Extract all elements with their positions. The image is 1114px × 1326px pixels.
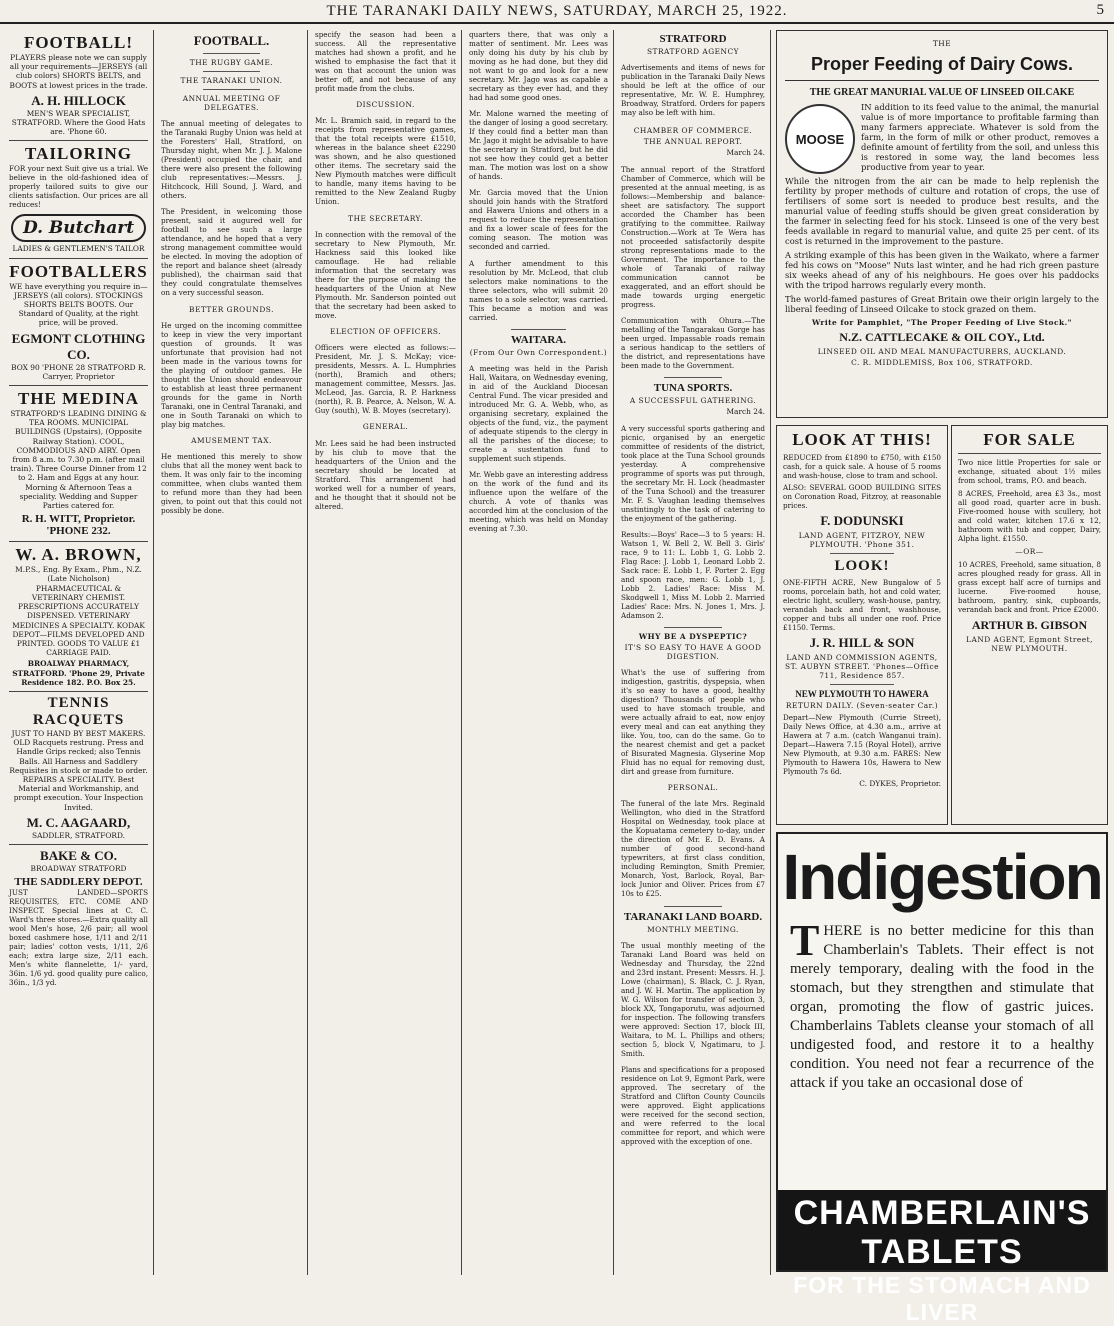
c3-hd1: DISCUSSION. — [356, 100, 415, 110]
ad-medina-witt: R. H. WITT, Proprietor. 'PHONE 232. — [21, 513, 136, 538]
cattle-company: N.Z. CATTLECAKE & OIL COY., Ltd. — [839, 330, 1045, 344]
chamberlain-brand-sub: FOR THE STOMACH AND LIVER — [793, 1272, 1091, 1325]
c3-p5: Mr. Lees said he had been instructed by his club to move that the headquarters of the Union and the secretary should be located at Stratford. This arrangement had worked well for a number of years, and he thought that it should not be altered. — [315, 438, 456, 511]
c4-p4: A further amendment to this resolution by Mr. McLeod, that club selectors make nominations to the three selectors, who will submit 20 names to a sole selector, was carried. This became a motion and was carried. — [469, 258, 608, 322]
c3-p1: specify the season had been a success. All the representative matches had shown a profit, and he wished to emphasise the fact that it was on that account the union was better off, and not because of any profit made from the clubs. — [315, 30, 456, 93]
look-agent: F. DODUNSKI — [820, 513, 904, 528]
column-ads-left — [4, 30, 154, 1275]
sale-p3: 10 ACRES, Freehold, same situation, 8 acres ploughed ready for grass. All in grass except half acre of turnips and lucerne. Five-roomed house, bathroom, pantry, sink, cupboards, verandah back and front. Price £2000. — [958, 560, 1101, 614]
c3-hd2: THE SECRETARY. — [348, 213, 423, 223]
landboard-sub: MONTHLY MEETING. — [647, 924, 739, 934]
waitara-p: A meeting was held in the Parish Hall, Waitara, on Wednesday evening, in aid of the Auckland Diocesan Central Fund. The vicar presided and introduced Mr. G. A. Webb, who, as organising secretary, explained the objects of the fund, viz., the payment of adequate stipends to the clergy in all the parishes of the diocese; to create a sustentation fund to supplement such stipends. — [469, 363, 608, 463]
sale-or: —OR— — [1015, 547, 1044, 556]
football-p1: The annual meeting of delegates to the Taranaki Rugby Union was held at the Foresters' Hall, Stratford, on Thursday night, when Mr. J. J. Malone (President) occupied the chair, and there were also present the following club representatives:—Messrs. J. Hitchcock, Hill Sound, J. Ward, and others. — [161, 119, 302, 201]
football-p2: The President, in welcoming those present, said it augured well for football to see such a large attendance, and he hoped that a very strong management committee would be elected. In moving the adoption of the report and balance sheet (already published), the chairman said that they could congratulate themselves on a very successful season. — [161, 207, 302, 298]
indigestion-title: Indigestion — [782, 841, 1102, 913]
ad-look-at-this — [776, 425, 948, 825]
ad-medina — [9, 386, 148, 542]
moose-logo-icon — [785, 104, 855, 174]
ad-brown-title: W. A. BROWN, — [15, 545, 142, 565]
chamber-date: March 24. — [726, 148, 765, 158]
look-title: LOOK AT THIS! — [792, 430, 932, 449]
cattle-p2: While the nitrogen from the air can be made to help replenish the fertility by proper methods of culture and rotation of crops, the use of fertilisers of some sort is needed to produce best results, and the manurial value of feeding stuffs should be given great consideration by the farmer in selecting feed for his stock. Linseed is one of the very best feeds available in regard to manurial value, and quite 25 per cent. of its cost is returned in the improvement to the pasture. — [785, 176, 1099, 246]
ad-aagaard: M. C. AAGAARD, — [26, 814, 131, 830]
column-football-waitara — [464, 30, 614, 1275]
cattle-agent: C. R. MIDDLEMISS, Box 106, STRATFORD. — [851, 358, 1033, 367]
hill-sub: LAND AND COMMISSION AGENTS, ST. AUBYN STREET. 'Phones—Office 711, Residence 857. — [785, 653, 939, 680]
sale-agent-sub: LAND AGENT, Egmont Street, NEW PLYMOUTH. — [966, 635, 1093, 653]
cattle-subtitle: THE GREAT MANURIAL VALUE OF LINSEED OILCAKE — [809, 87, 1075, 98]
c3-p2: Mr. L. Bramich said, in regard to the receipts from representative games, that the total receipts were £1510, whereas in the balance sheet £2290 was shown, and he also questioned other items. The secretary said the New Plymouth matches were difficult to handle, many items having to be remitted to the New Zealand Rugby Union. — [315, 116, 456, 207]
ad-footballers-text: WE have everything you require in— JERSEYS (all colors). STOCKINGS SHORTS BELTS BOOTS. Our Standard of Quality, at the right price, will be proved. — [9, 281, 148, 328]
cattle-p3: A striking example of this has been given in the Waikato, where a farmer fed his cows on "Moose" Nuts last winter, and he had rich green pasture six weeks ahead of any of his neighbours. He goes over his paddocks with the tripod harrows regularly every month. — [785, 250, 1099, 290]
cattle-label: THE — [932, 39, 952, 48]
hill-title: J. R. HILL & SON — [809, 635, 915, 650]
butchart-sub: LADIES & GENTLEMEN'S TAILOR — [12, 244, 145, 254]
ad-medina-title: THE MEDINA — [18, 389, 139, 409]
ad-egmont-sub: BOX 90 'PHONE 28 STRATFORD R. Carryer, Proprietor — [11, 362, 146, 381]
tuna-p: A very successful sports gathering and picnic, organised by an energetic committee of residents of the district, took place at the Tuna School grounds yesterday. A comprehensive programme of sports was put through, the secretary Mr. H. Lock (headmaster of the Tuna School) and the treasurer Mr. F. S. Vaughan leading themselves unstintingly to the task of catering to the enjoyment of the gathering. — [621, 423, 765, 523]
ad-broadway: BROALWAY PHARMACY, STRATFORD. 'Phone 29, Private Residence 182. P.O. Box 25. — [12, 659, 145, 687]
dyspeptic-title: WHY BE A DYSPEPTIC? — [638, 631, 748, 641]
ad-brown — [9, 542, 148, 692]
football-sub3: ANNUAL MEETING OF DELEGATES. — [182, 94, 281, 112]
cattle-title: Proper Feeding of Dairy Cows. — [785, 54, 1099, 81]
c4-p1: quarters there, that was only a matter of sentiment. Mr. Lees was only doing his duty by his club by moving as he had done, but they did not want to go and look for a new secretary. Mr. Jago was as capable a secretary as they ever had, and they had had some good ones. — [469, 30, 608, 102]
indigestion-body: HERE is no better medicine for this than Chamberlain's Tablets. Their effect is not merely temporary, dealing with the food in the stomach, but they strengthen and stimulate that organ, promoting the flow of gastric juices. Chamberlains Tablets cleanse your stomach of all undigested food, and restore it to a healthy condition. You need not fear a recurrence of the attack if you take an occasional dose of — [790, 923, 1094, 1091]
landboard-p2: Plans and specifications for a proposed residence on Lot 9, Egmont Park, were approved. The secretary of the Stratford and Clifton County Councils were approved. Eight applications were received for the second section, and were referred to the local committee for report, and which were approved with the exception of one. — [621, 1065, 765, 1147]
chamberlain-banner — [778, 1190, 1106, 1325]
waitara-p2: Mr. Webb gave an interesting address on the work of the fund and its influence upon the welfare of the church. A vote of thanks was accorded him at the conclusion of the meeting, which was held on Monday evening at 7.30. — [469, 470, 608, 534]
look-agent-sub: LAND AGENT, FITZROY, NEW PLYMOUTH. 'Phone 351. — [798, 531, 926, 549]
ad-footballers — [9, 259, 148, 386]
sale-agent: ARTHUR B. GIBSON — [971, 618, 1088, 632]
tuna-date: March 24. — [726, 407, 765, 417]
cattle-company-sub: LINSEED OIL AND MEAL MANUFACTURERS, AUCKLAND. — [817, 347, 1067, 356]
waitara-title: WAITARA. — [510, 333, 567, 346]
ad-brown-text: M.P.S., Eng. By Exam., Phm., N.Z. (Late Nicholson) PHARMACEUTICAL & VETERINARY CHEMIST. PRESCRIPTIONS ACCURATELY DISPENSED. VETERINARY MEDICINES A SPECIALTY. KODAK DEPOT—FILMS DEVELOPED AND PRINTED. GOODS TO VALUE £1 CARRIAGE PAID. — [12, 565, 145, 658]
ad-medina-text: STRATFORD'S LEADING DINING & TEA ROOMS. MUNICIPAL BUILDINGS (Upstairs), (Opposite Railway Station). COOL, COMMODIOUS AND AIRY. Open from 8 a.m. to 7.30 p.m. (after mail train). Three Course Dinner from 12 to 2. Ham and Eggs at any hour. Morning & Afternoon Teas a speciality. Wedding and Supper Parties catered for. — [10, 409, 147, 511]
ad-footballers-title: FOOTBALLERS — [9, 261, 148, 281]
ad-saddlery-text: JUST LANDED—SPORTS REQUISITES, ETC. COME AND INSPECT. Special lines at C. C. Ward's three stores.—Extra quality all wool Men's hose, 2/6 pair; all wool boxed cashmere hose, 1/11 and 2/11 pair; ladies' cotton vests, 1/11, 2/6 each; extra large size, 2/11 each. Men's white flannelette, 1/- yard, 36in. 1/6 yd. good quality pure calico, 36in., 1/3 yd. — [9, 888, 148, 988]
stratford-p: Advertisements and items of news for publication in the Taranaki Daily News should be left at the office of our representative, Mr. W. E. Humphrey, Broadway, Stratford. Orders for papers may also be left with him. — [621, 63, 765, 118]
ad-bake-sub: BROADWAY STRATFORD — [30, 863, 127, 873]
column-stratford — [616, 30, 771, 1275]
ad-hillock-text: MEN'S WEAR SPECIALIST, STRATFORD. Where the Good Hats are. 'Phone 60. — [11, 108, 146, 137]
ad-football-text: PLAYERS please note we can supply all your requirements—JERSEYS (all club colors) SHORTS BELTS, and BOOTS at lowest prices in the trade. — [9, 53, 148, 90]
c3-p3: In connection with the removal of the secretary to New Plymouth, Mr. Hackness said this looked like camouflage. He had reliable information that the secretary was there for the purpose of making the headquarters of the Union at New Plymouth. Mr. Sanderson pointed out that the secretary had been asked to move. — [315, 229, 456, 320]
chamber-title: CHAMBER OF COMMERCE. — [633, 126, 753, 136]
cattle-p4: The world-famed pastures of Great Britain owe their origin largely to the liberal feeding of Linseed Oilcake to stock grazed on them. — [785, 294, 1099, 314]
ad-football — [9, 30, 148, 141]
column-football-cont — [310, 30, 462, 1275]
waitara-sub: (From Our Own Correspondent.) — [469, 347, 608, 357]
ad-dairy-cows — [776, 30, 1108, 418]
c3-p4: Officers were elected as follows:—President, Mr. J. S. McKay; vice-presidents, Messrs. A. L. Humphries (north), Bramich and others; management committee, Messrs. Jas. McLeod, Jas. Garcia, R. P. Harkness (north), R. B. Pearce, A. Nelson, W. A. Guy (south), W. B. Moyes (secretary). — [315, 343, 456, 416]
chamber-p2: Communication with Ohura.—The metalling of the Tangarakau Gorge has been urged. Impassable roads remain a serious handicap to the settlers of the district, and representations have been made to the Government. — [621, 315, 765, 370]
look-p3: ONE-FIFTH ACRE, New Bungalow of 5 rooms, porcelain bath, hot and cold water, electric light, scullery, wash-house, pantry, verandah back and front, washhouse, copper and tubs all under one roof. Price £1150. Terms. — [783, 578, 941, 632]
personal-p: The funeral of the late Mrs. Reginald Wellington, who died in the Stratford Hospital on Wednesday, took place at the Kopuatama cemetery to-day, under the direction of Mr. E. D. Evans. A number of good second-hand typewriters, at first class condition, including Remington, Smith Premier, Monarch, Yost, Barlock, Royal, Bar-lock Junior and Oliver. Prices from £7 10s to £25. — [621, 799, 765, 899]
ad-tennis-title: TENNIS RACQUETS — [32, 694, 125, 728]
c3-hd3: ELECTION OF OFFICERS. — [329, 326, 442, 336]
sale-p1: Two nice little Properties for sale or exchange, situated about 1½ miles from school, trams, P.O. and beach. — [958, 458, 1101, 485]
landboard-p: The usual monthly meeting of the Taranaki Land Board was held on Wednesday and Thursday, the 22nd and 23rd instant. Present: Messrs. H. J. Lowe (chairman), S. Black, C. J. Ryan, and J. W. H. Martin. The application by W. G. Wilson for transfer of section 3, block XX, Tongaporutu, was adjourned for inspection. The following transfers were approved: Section 17, block III, Waitara, to M. L. Phillips and others; section 5, block V, Ngatimaru, to J. Smith. — [621, 940, 765, 1058]
look2-title: LOOK! — [834, 558, 890, 574]
route-prop: C. DYKES, Proprietor. — [859, 779, 941, 788]
football-p3: He urged on the incoming committee to keep in view the very important question of grounds. It was unfortunate that provision had not been made in the various towns for the playing of outdoor games. He thought the Union should endeavour to establish at least three permanent grounds for the game in North Taranaki, one in Central Taranaki, and one in South Taranaki on which to play big matches. — [161, 320, 302, 429]
cattle-pamphlet: Write for Pamphlet, "The Proper Feeding of Live Stock." — [811, 318, 1073, 327]
tuna-sub: A SUCCESSFUL GATHERING. — [629, 396, 757, 406]
ad-football-title: FOOTBALL! — [23, 33, 134, 52]
ad-tailoring — [9, 141, 148, 258]
ad-tailoring-title: TAILORING — [25, 144, 132, 164]
ad-for-sale — [951, 425, 1108, 825]
masthead — [0, 0, 1114, 24]
route-sub: RETURN DAILY. (Seven-seater Car.) — [785, 701, 939, 710]
look-p2: ALSO: SEVERAL GOOD BUILDING SITES on Coronation Road, Fitzroy, at reasonable prices. — [783, 483, 941, 510]
indigestion-body-wrap — [778, 916, 1106, 1099]
dyspeptic-p: What's the use of suffering from indigestion, gastritis, dyspepsia, when it's so easy to have a good, healthy digestion? Thousands of people who used to have stomach trouble, and were actually afraid to eat, now enjoy every meal and can eat anything they like. You, too, can do the same. Go to the nearest chemist and get a packet of Bisurated Magnesia. Glyserine Mop Fluid has no equal for removing dust, dirt and grease from furniture. — [621, 668, 765, 777]
ad-egmont-title: EGMONT CLOTHING CO. — [11, 330, 146, 362]
cattle-p1: IN addition to its feed value to the animal, the manurial value is of more importance to profitable farming than many farmers appreciate. Whatever is sold from the farm, in the form of milk or other product, removes a definite amount of fertility from the soil, and unless this is restored in some way, the land becomes less productive from year to year. — [861, 102, 1099, 172]
route-title: NEW PLYMOUTH TO HAWERA — [795, 689, 929, 699]
stratford-sub: STRATFORD AGENCY — [646, 47, 740, 56]
ad-tennis-text: JUST TO HAND BY BEST MAKERS. OLD Racquets restrung. Press and Handle Grips recked; also Tennis Balls. All Harness and Saddlery Requisites in stock or made to order. REPAIRS A SPECIALITY. Best Material and Workmanship, and prompt execution. Your Inspection Invited. — [9, 728, 148, 812]
column-football — [156, 30, 308, 1275]
football-hd2: BETTER GROUNDS. — [189, 304, 274, 314]
look-p1: REDUCED from £1890 to £750, with £150 cash, for a quick sale. A house of 5 rooms and wash-house, close to tram and school. — [783, 453, 941, 480]
tuna-p2: Results:—Boys' Race—3 to 5 years: H. Watson 1, W. Bell 2, W. Bell 3. Girls' race, 9 to 11: L. Lobb 1, G. Lobb 2. Flag Race: J. Lobb 1, Leonard Lobb 2. Sack race: E. Lobb 1, F. Porter 2. Egg and spoon race, men: G. Lobb 1, J. Lobb 2. Ladies' Race: Miss M. Skodgwell 1, Miss M. Lobb 2. Married Ladies' Race: Mrs. N. Jones 1, Mrs. J. Adamson 2. — [621, 529, 765, 620]
personal-title: PERSONAL. — [667, 783, 719, 793]
dyspeptic-sub: IT'S SO EASY TO HAVE A GOOD DIGESTION. — [624, 642, 762, 661]
sale-p2: 8 ACRES, Freehold, area £3 3s., most all good road, quarter acre in bush. Five-roomed house with scullery, hot and cold water, kitchen 17.6 x 12, bathroom with tub and copper, Dairy, Alpha light. £1550. — [958, 489, 1101, 543]
ad-bake — [9, 845, 148, 991]
c3-hd4: GENERAL. — [362, 422, 409, 432]
ad-bake-title: BAKE & CO. — [40, 847, 117, 863]
landboard-title: TARANAKI LAND BOARD. — [623, 910, 763, 923]
ad-hillock-name: A. H. HILLOCK — [31, 92, 126, 108]
butchart-logo: D. Butchart — [11, 214, 146, 242]
football-sub2: THE TARANAKI UNION. — [180, 76, 283, 85]
c4-p2: Mr. Malone warned the meeting of the danger of losing a good secretary. If they could find a better man than Mr. Jago it might be advisable to have the secretary in Stratford, but he did not see how they could get a better man. The motion was lost on a show of hands. — [469, 109, 608, 182]
ad-tennis — [9, 692, 148, 845]
stratford-title: STRATFORD — [659, 33, 727, 45]
page-number: 5 — [1096, 2, 1104, 18]
ad-saddlery-title: THE SADDLERY DEPOT. — [14, 876, 143, 889]
ad-indigestion — [776, 832, 1108, 1325]
chamber-p: The annual report of the Stratford Chamber of Commerce, which will be presented at the annual meeting, is as follows:—Membership and balance-sheet are satisfactory. The support accorded the Chamber has been gratifying to the committee. Railway Construction.—Work at Te Wera has not proceeded satisfactorily despite strong representations made to the Government. The importance to the whole of Taranaki of railway communication cannot be exaggerated, and an effort should be made towards urging energetic progress. — [621, 164, 765, 309]
ad-aagaard-sub: SADDLER, STRATFORD. — [32, 830, 125, 840]
football-hd3: AMUSEMENT TAX. — [191, 435, 272, 445]
football-p4: He mentioned this merely to show clubs that all the money went back to them. It was only fair to the incoming committee, when clubs wanted them to refund more than they had been given, to point out that this could not possibly be done. — [161, 452, 302, 516]
route-p: Depart—New Plymouth (Currie Street), Daily News Office, at 4.30 a.m., arrive at Hawera at 7 a.m. (catch Wanganui train). Depart—Hawera 7.15 (Royal Hotel), arrive New Plymouth, at 9.30 a.m. FARES: New Plymouth to Hawera 10s, Hawera to New Plymouth 7s 6d. — [783, 713, 941, 776]
indigestion-dropcap: T — [790, 916, 820, 965]
sale-title: FOR SALE — [958, 430, 1101, 454]
chamberlain-brand: CHAMBERLAIN'S TABLETS — [793, 1194, 1091, 1271]
c4-p3: Mr. Garcia moved that the Union should join hands with the Stratford and Hawera Unions and others in a request to reduce the representation and fix a lower scale of fees for the coming season. The motion was seconded and carried. — [469, 188, 608, 252]
ad-tailoring-text: FOR your next Suit give us a trial. We believe in the old-fashioned idea of properly tailored suits to give our clients satisfaction. Our prices are all reduces! — [9, 164, 148, 210]
moose-label: MOOSE — [795, 131, 845, 147]
football-sub1: THE RUGBY GAME. — [189, 58, 274, 67]
football-title: FOOTBALL. — [193, 33, 270, 48]
chamber-sub: THE ANNUAL REPORT. — [643, 137, 743, 147]
tuna-title: TUNA SPORTS. — [653, 382, 733, 395]
masthead-title: THE TARANAKI DAILY NEWS, SATURDAY, MARCH 25, 1922. — [326, 2, 788, 19]
